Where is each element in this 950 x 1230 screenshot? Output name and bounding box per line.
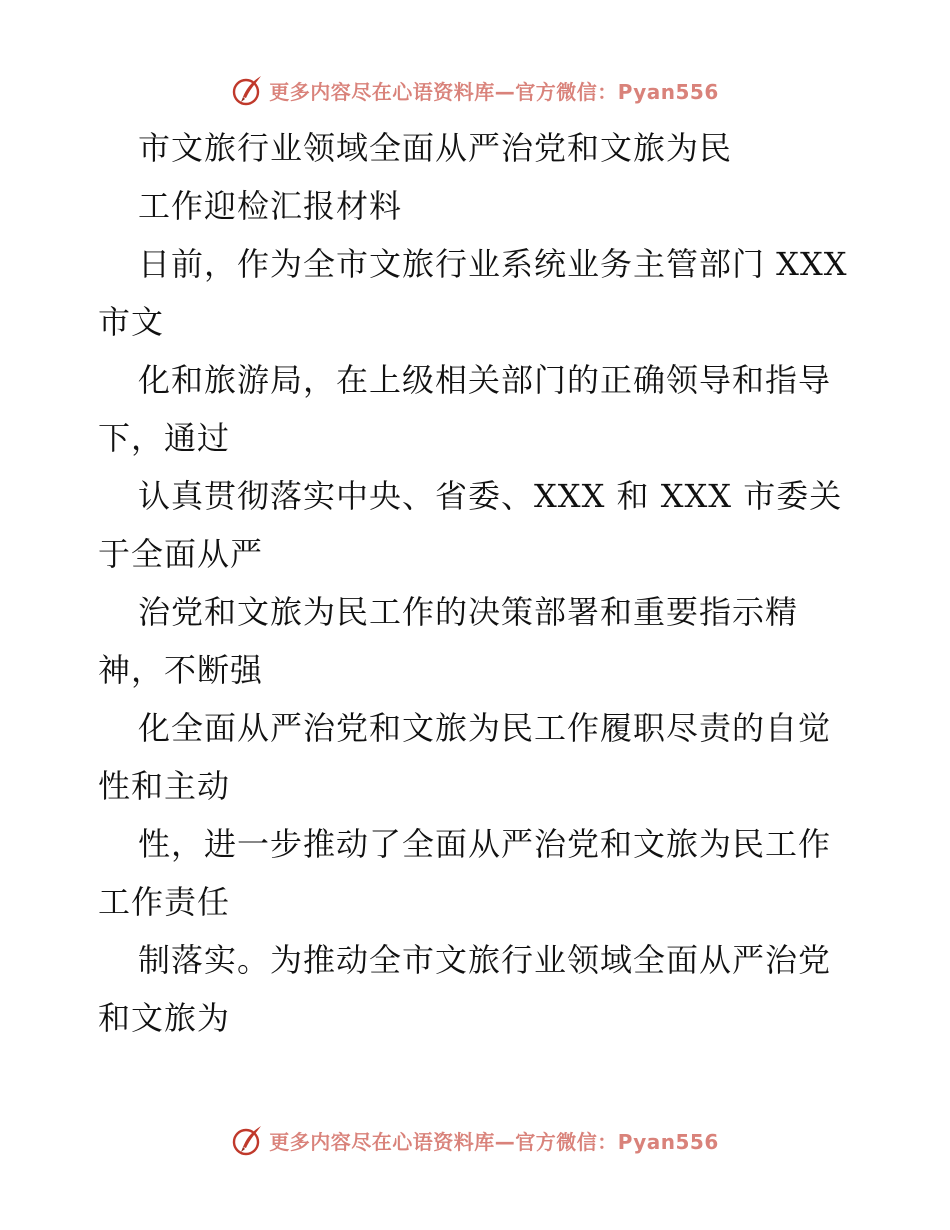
paragraph-line: 和文旅为 xyxy=(98,999,231,1037)
paragraph-line: 性和主动 xyxy=(98,767,231,805)
paragraph-line: 市文 xyxy=(98,303,165,341)
header-banner xyxy=(0,70,950,110)
paragraph-line: 化和旅游局，在上级相关部门的正确领导和指导 xyxy=(138,361,832,399)
footer-banner-text: 更多内容尽在心语资料库—官方微信：Pyan556 xyxy=(269,1129,719,1154)
paragraph-line: 制落实。为推动全市文旅行业领域全面从严治党 xyxy=(138,941,832,979)
paragraph-line: 下，通过 xyxy=(98,419,231,457)
title-line-1: 市文旅行业领域全面从严治党和文旅为民 xyxy=(138,129,733,167)
footer-banner xyxy=(0,1120,950,1160)
paragraph-line: 于全面从严 xyxy=(98,535,264,573)
quill-pen-logo-icon xyxy=(231,1123,265,1157)
header-banner-text: 更多内容尽在心语资料库—官方微信：Pyan556 xyxy=(269,79,719,104)
paragraph-line: 性，进一步推动了全面从严治党和文旅为民工作 xyxy=(138,825,832,863)
paragraph-line: 认真贯彻落实中央、省委、XXX 和 XXX 市委关 xyxy=(138,477,843,515)
paragraph-line: 日前，作为全市文旅行业系统业务主管部门 XXX xyxy=(138,245,848,283)
title-line-2: 工作迎检汇报材料 xyxy=(138,187,403,225)
quill-pen-logo-icon xyxy=(231,73,265,107)
paragraph-line: 工作责任 xyxy=(98,883,231,921)
paragraph-line: 神，不断强 xyxy=(98,651,264,689)
paragraph-line: 治党和文旅为民工作的决策部署和重要指示精 xyxy=(138,593,799,631)
paragraph-line: 化全面从严治党和文旅为民工作履职尽责的自觉 xyxy=(138,709,832,747)
